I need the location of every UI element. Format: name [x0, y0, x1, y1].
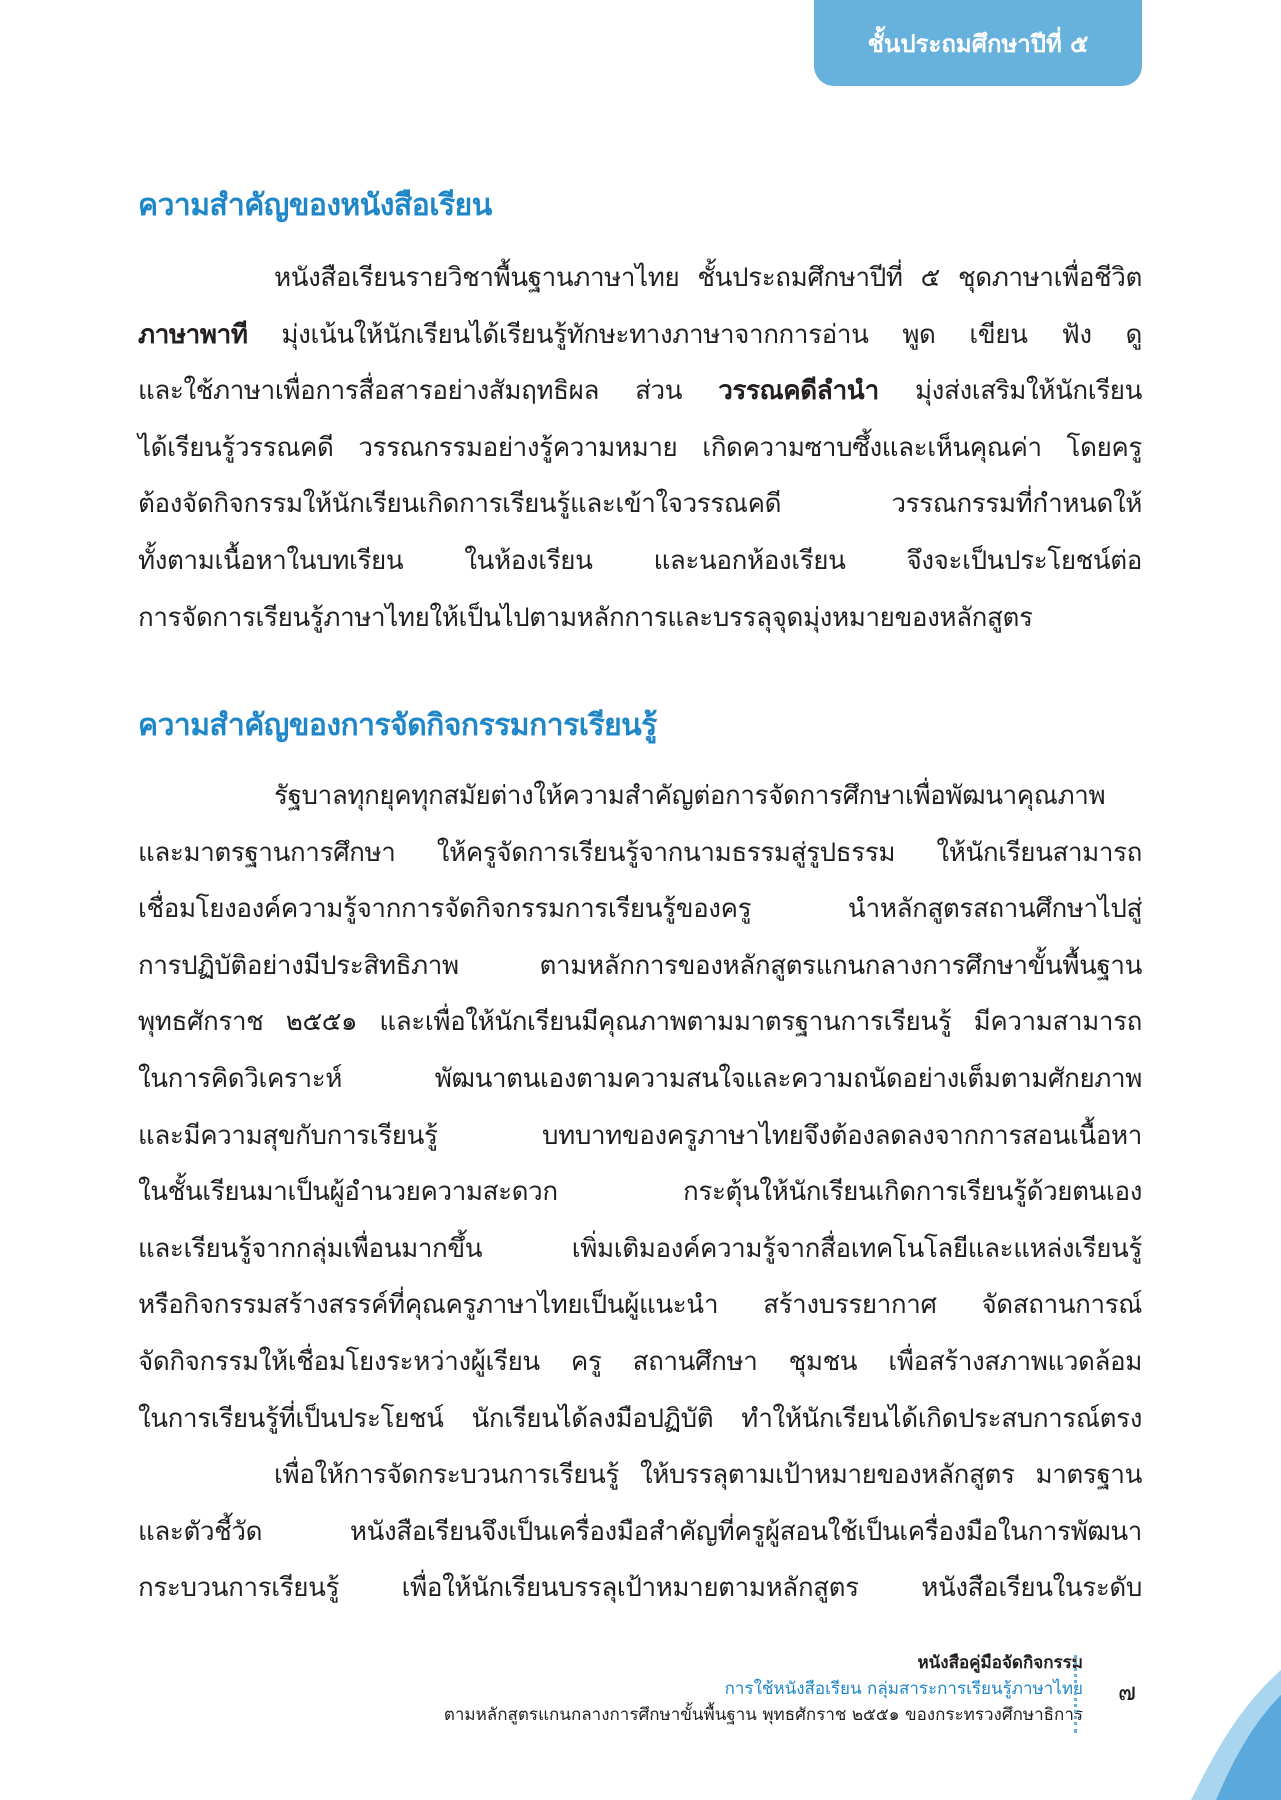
paragraph-line: เพื่อให้การจัดกระบวนการเรียนรู้ ให้บรรลุตามเป้าหมายของหลักสูตร มาตรฐาน	[274, 1460, 1142, 1491]
text-span: ต้องจัดกิจกรรมให้นักเรียนเกิดการเรียนรู้และเข้าใจวรรณคดี วรรณกรรมที่กำหนดให้	[138, 489, 1142, 520]
text-span: และใช้ภาษาเพื่อการสื่อสารอย่างสัมฤทธิผล ส่วน	[138, 376, 719, 407]
paragraph-line: พุทธศักราช ๒๕๕๑ และเพื่อให้นักเรียนมีคุณภาพตามมาตรฐานการเรียนรู้ มีความสามารถ	[138, 1007, 1142, 1038]
grade-tab	[814, 0, 1142, 86]
paragraph-line: และมาตรฐานการศึกษา ให้ครูจัดการเรียนรู้จากนามธรรมสู่รูปธรรม ให้นักเรียนสามารถ	[138, 837, 1142, 868]
paragraph-line	[138, 420, 1142, 477]
paragraph-line	[138, 363, 1142, 420]
paragraph-line: กระบวนการเรียนรู้ เพื่อให้นักเรียนบรรลุเป้าหมายตามหลักสูตร หนังสือเรียนในระดับ	[138, 1573, 1142, 1604]
section-body-activity-importance	[138, 768, 1142, 1617]
paragraph-line: และมีความสุขกับการเรียนรู้ บทบาทของครูภาษาไทยจึงต้องลดลงจากการสอนเนื้อหา	[138, 1120, 1142, 1151]
paragraph-line: และตัวชี้วัด หนังสือเรียนจึงเป็นเครื่องมือสำคัญที่ครูผู้สอนใช้เป็นเครื่องมือในการพัฒนา	[138, 1516, 1142, 1547]
footer-book-info	[444, 1650, 1083, 1728]
footer-subtitle: การใช้หนังสือเรียน กลุ่มสาระการเรียนรู้ภาษาไทย	[724, 1679, 1083, 1699]
paragraph-line: ในการคิดวิเคราะห์ พัฒนาตนเองตามความสนใจและความถนัดอย่างเต็มตามศักยภาพ	[138, 1063, 1142, 1094]
text-span: มุ่งส่งเสริมให้นักเรียน	[878, 376, 1143, 407]
text-span: ได้เรียนรู้วรรณคดี วรรณกรรมอย่างรู้ความหมาย เกิดความซาบซึ้งและเห็นคุณค่า โดยครู	[138, 432, 1142, 463]
text-span: ทั้งตามเนื้อหาในบทเรียน ในห้องเรียน และนอกห้องเรียน จึงจะเป็นประโยชน์ต่อ	[138, 545, 1142, 576]
footer-title: หนังสือคู่มือจัดกิจกรรม	[917, 1653, 1083, 1673]
paragraph-line: เชื่อมโยงองค์ความรู้จากการจัดกิจกรรมการเรียนรู้ของครู นำหลักสูตรสถานศึกษาไปสู่	[138, 894, 1142, 925]
paragraph-line	[138, 250, 1142, 307]
paragraph-line: ในชั้นเรียนมาเป็นผู้อำนวยความสะดวก กระตุ้นให้นักเรียนเกิดการเรียนรู้ด้วยตนเอง	[138, 1177, 1142, 1208]
paragraph-line: จัดกิจกรรมให้เชื่อมโยงระหว่างผู้เรียน ครู สถานศึกษา ชุมชน เพื่อสร้างสภาพแวดล้อม	[138, 1346, 1142, 1377]
book-title-bold: ภาษาพาที	[138, 319, 248, 350]
corner-decoration	[1181, 1670, 1281, 1800]
page-number: ๗	[1118, 1678, 1137, 1706]
paragraph-line	[138, 590, 1142, 647]
paragraph-line: ในการเรียนรู้ที่เป็นประโยชน์ นักเรียนได้ลงมือปฏิบัติ ทำให้นักเรียนได้เกิดประสบการณ์ตรง	[138, 1403, 1142, 1434]
paragraph-line: การปฏิบัติอย่างมีประสิทธิภาพ ตามหลักการของหลักสูตรแกนกลางการศึกษาขั้นพื้นฐาน	[138, 950, 1142, 981]
section-body-textbook-importance	[138, 250, 1142, 646]
paragraph-line	[138, 307, 1142, 364]
paragraph-line: หรือกิจกรรมสร้างสรรค์ที่คุณครูภาษาไทยเป็นผู้แนะนำ สร้างบรรยากาศ จัดสถานการณ์	[138, 1290, 1142, 1321]
text-span: หนังสือเรียนรายวิชาพื้นฐานภาษาไทย ชั้นประถมศึกษาปีที่ ๕ ชุดภาษาเพื่อชีวิต	[274, 263, 1142, 293]
text-span: การจัดการเรียนรู้ภาษาไทยให้เป็นไปตามหลักการและบรรลุจุดมุ่งหมายของหลักสูตร	[138, 602, 1033, 633]
footer-divider	[1074, 1655, 1077, 1733]
paragraph-line: และเรียนรู้จากกลุ่มเพื่อนมากขึ้น เพิ่มเติมองค์ความรู้จากสื่อเทคโนโลยีและแหล่งเรียนรู้	[138, 1233, 1142, 1264]
paragraph-line: รัฐบาลทุกยุคทุกสมัยต่างให้ความสำคัญต่อการจัดการศึกษาเพื่อพัฒนาคุณภาพ	[274, 781, 1106, 811]
paragraph-line	[138, 476, 1142, 533]
section-heading-activity-importance: ความสำคัญของการจัดกิจกรรมการเรียนรู้	[138, 708, 657, 743]
section-heading-textbook-importance: ความสำคัญของหนังสือเรียน	[138, 188, 492, 223]
grade-tab-label: ชั้นประถมศึกษาปีที่ ๕	[867, 28, 1089, 58]
book-title-bold: วรรณคดีลำนำ	[718, 376, 879, 407]
footer-description: ตามหลักสูตรแกนกลางการศึกษาขั้นพื้นฐาน พุทธศักราช ๒๕๕๑ ของกระทรวงศึกษาธิการ	[443, 1705, 1083, 1725]
text-span: มุ่งเน้นให้นักเรียนได้เรียนรู้ทักษะทางภาษาจากการอ่าน พูด เขียน ฟัง ดู	[247, 319, 1142, 350]
paragraph-line	[138, 533, 1142, 590]
